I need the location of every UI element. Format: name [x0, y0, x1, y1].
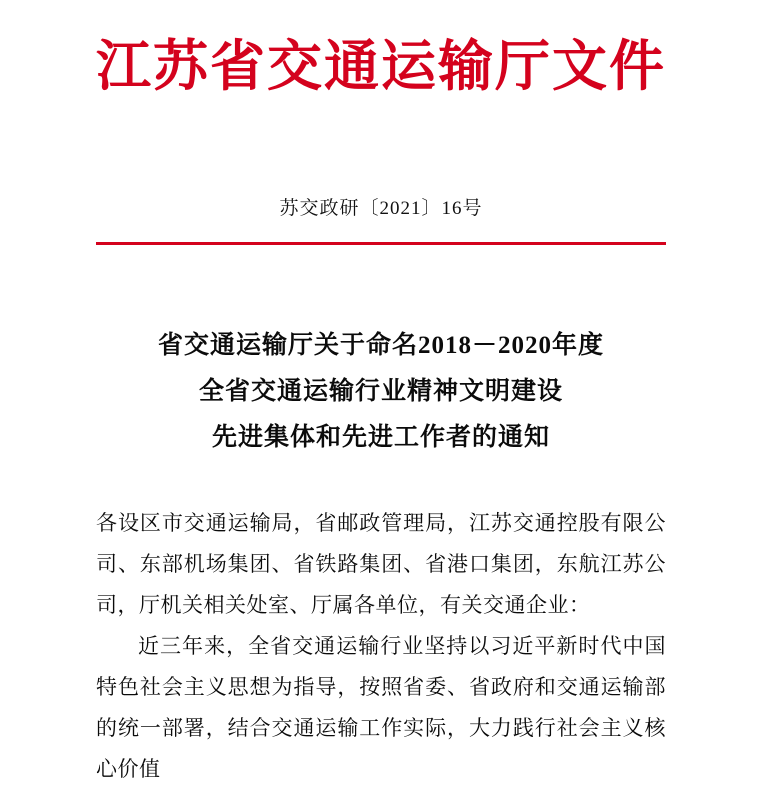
subject-line-2: 全省交通运输行业精神文明建设 [198, 377, 563, 405]
document-header-title: 江苏省交通运输厅文件 [96, 33, 667, 98]
document-body [96, 503, 666, 790]
subject-line-3: 先进集体和先进工作者的通知 [211, 424, 550, 451]
document-number: 苏交政研〔2021〕16号 [279, 197, 483, 219]
document-subject [96, 323, 666, 462]
recipients-paragraph: 各设区市交通运输局，省邮政管理局，江苏交通控股有限公司、东部机场集团、省铁路集团、省港口集团，东航江苏公司，厅机关相关处室、厅属各单位，有关交通企业： [96, 511, 666, 618]
red-divider-rule [96, 242, 666, 245]
subject-line-1: 省交通运输厅关于命名2018－2020年度 [157, 331, 604, 359]
body-paragraph-1: 近三年来，全省交通运输行业坚持以习近平新时代中国特色社会主义思想为指导，按照省委、省政府和交通运输部的统一部署，结合交通运输工作实际，大力践行社会主义核心价值 [96, 634, 666, 781]
